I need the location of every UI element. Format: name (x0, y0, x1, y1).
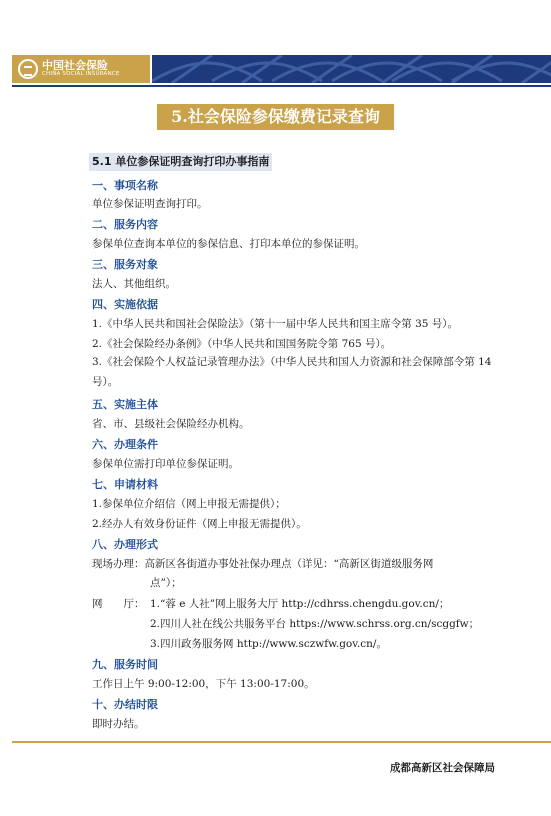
materials-item-2: 2.经办人有效身份证件（网上申报无需提供）。 (92, 518, 307, 530)
legal-basis-item-2: 2.《社会保险经办条例》（中华人民共和国国务院令第 765 号）。 (92, 338, 392, 350)
onsite-handling-line2: 点”）； (150, 577, 182, 589)
heading-service-target: 三、服务对象 (92, 258, 158, 271)
legal-basis-item-3: 3.《社会保险个人权益记录管理办法》（中华人民共和国人力资源和社会保障部令第 14 号）。 (92, 356, 492, 388)
logo-text-cn: 中国社会保险 (42, 59, 108, 72)
page-title-box (157, 104, 394, 130)
body-service-content: 参保单位查询本单位的参保信息、打印本单位的参保证明。 (92, 238, 365, 250)
heading-legal-basis: 四、实施依据 (92, 298, 158, 311)
heading-service-hours: 九、服务时间 (92, 658, 158, 671)
header-divider (12, 85, 551, 87)
footer-organization: 成都高新区社会保障局 (390, 762, 495, 774)
footer-divider (12, 741, 551, 743)
body-completion-time: 即时办结。 (92, 718, 145, 730)
header-banner (152, 55, 551, 83)
heading-conditions: 六、办理条件 (92, 438, 158, 451)
page-title: 5.社会保险参保缴费记录查询 (171, 107, 380, 126)
heading-service-content: 二、服务内容 (92, 218, 158, 231)
body-service-hours: 工作日上午 9:00-12:00，下午 13:00-17:00。 (92, 678, 315, 690)
body-item-name: 单位参保证明查询打印。 (92, 198, 208, 210)
body-conditions: 参保单位需打印单位参保证明。 (92, 458, 239, 470)
heading-item-name: 一、事项名称 (92, 179, 158, 192)
online-hall-label: 网 厅： (92, 598, 145, 610)
social-insurance-logo-icon (18, 59, 38, 79)
heading-materials: 七、申请材料 (92, 478, 158, 491)
heading-completion-time: 十、办结时限 (92, 698, 158, 711)
materials-item-1: 1.参保单位介绍信（网上申报无需提供）； (92, 498, 286, 510)
body-service-target: 法人、其他组织。 (92, 278, 176, 290)
heading-handling-form: 八、办理形式 (92, 538, 158, 551)
heading-implementing-body: 五、实施主体 (92, 398, 158, 411)
onsite-handling-line1: 现场办理：高新区各街道办事处社保办理点（详见：“高新区街道级服务网 (92, 558, 434, 570)
banner-pattern-icon (152, 55, 551, 83)
online-channel-1: 1.“蓉 e 人社”网上服务大厅 http://cdhrss.chengdu.gov.cn/； (150, 598, 450, 610)
online-channel-2: 2.四川人社在线公共服务平台 https://www.schrss.org.cn/scggfw； (150, 618, 480, 630)
body-implementing-body: 省、市、县级社会保险经办机构。 (92, 418, 250, 430)
section-subtitle: 5.1 单位参保证明查询打印办事指南 (89, 153, 272, 171)
logo (12, 55, 150, 83)
online-channel-3: 3.四川政务服务网 http://www.sczwfw.gov.cn/。 (150, 638, 387, 650)
legal-basis-item-1: 1.《中华人民共和国社会保险法》（第十一届中华人民共和国主席令第 35 号）。 (92, 318, 459, 330)
logo-text-en: CHINA SOCIAL INSURANCE (42, 71, 120, 77)
